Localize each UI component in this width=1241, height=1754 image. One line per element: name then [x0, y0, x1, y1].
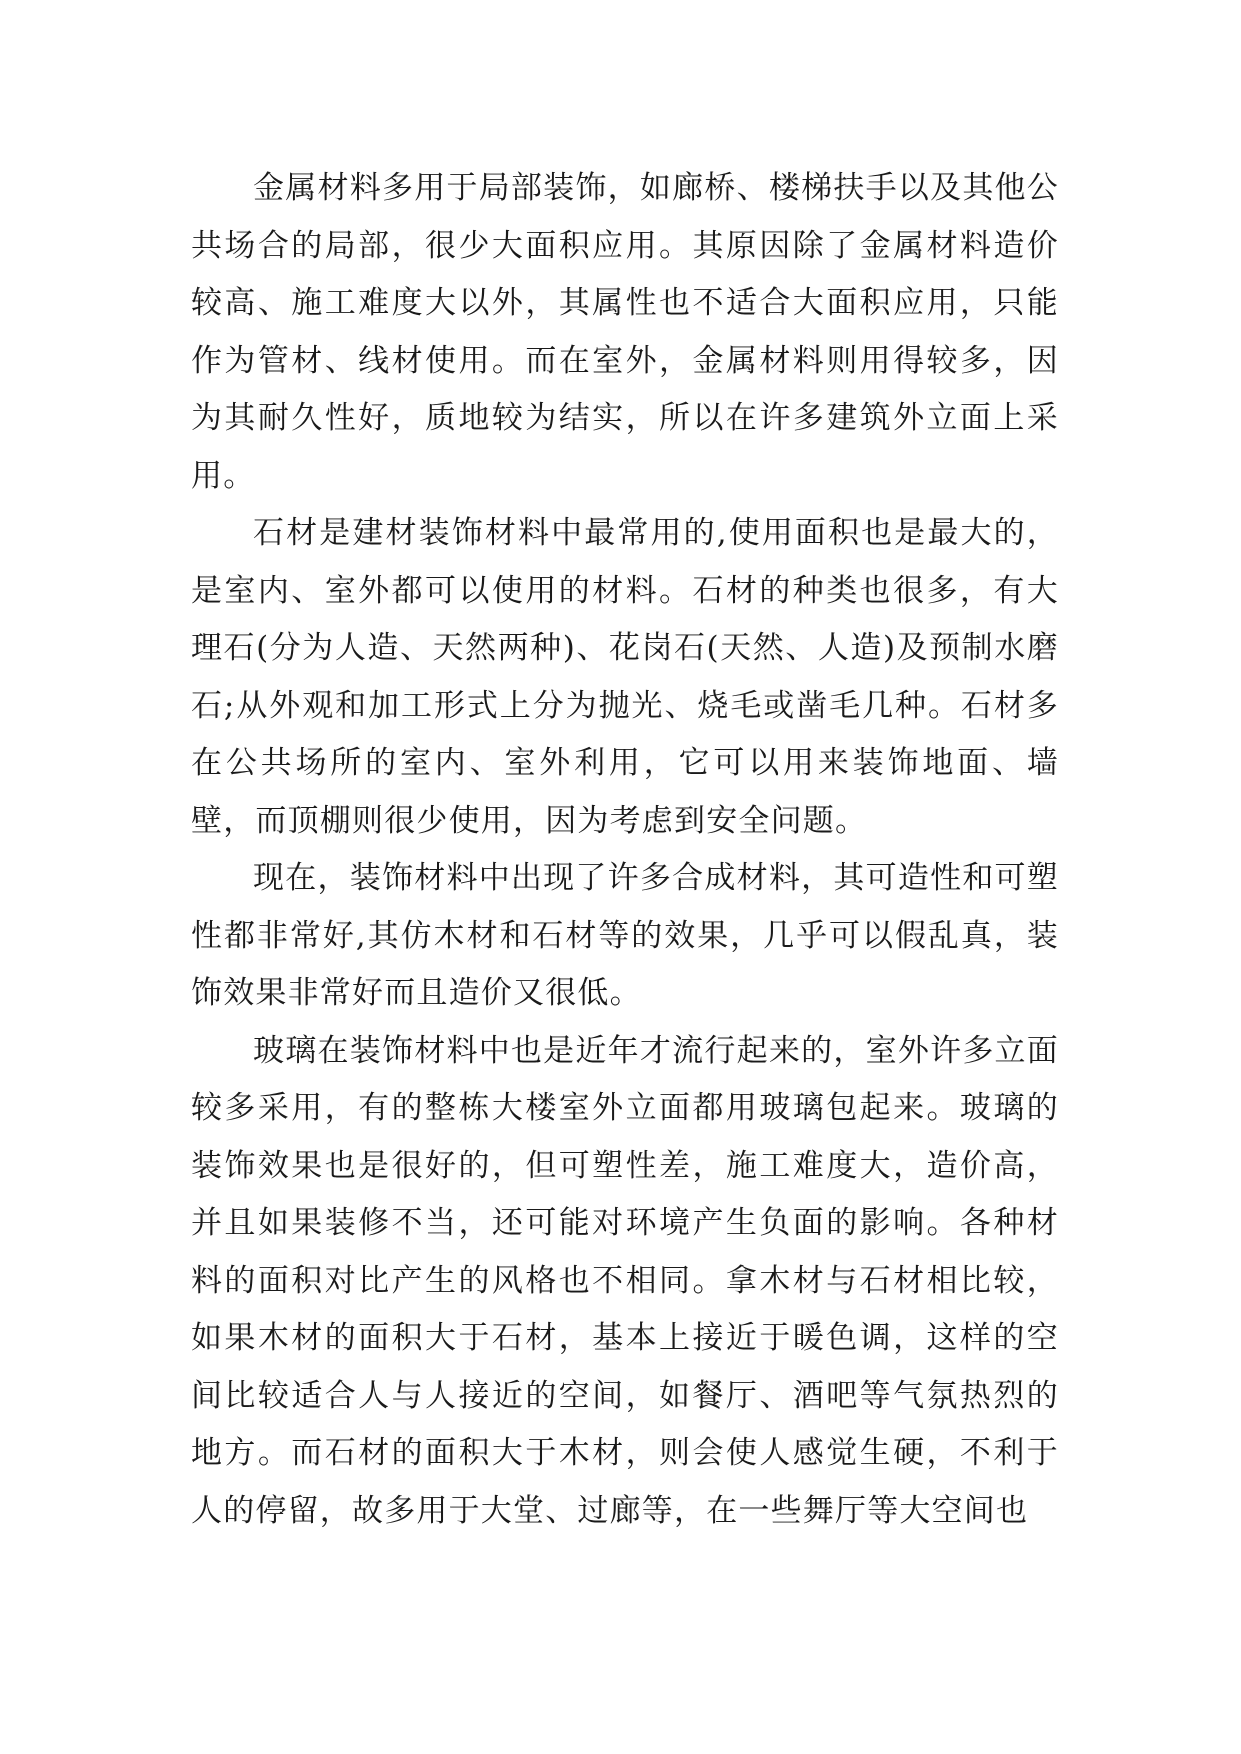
document-body: [191, 160, 1059, 1540]
paragraph-metal-materials: 金属材料多用于局部装饰，如廊桥、楼梯扶手以及其他公共场合的局部，很少大面积应用。其原因除了金属材料造价较高、施工难度大以外，其属性也不适合大面积应用，只能作为管材、线材使用。而在室外，金属材料则用得较多，因为其耐久性好，质地较为结实，所以在许多建筑外立面上采用。: [191, 170, 1059, 494]
paragraph-stone-materials: 石材是建材装饰材料中最常用的,使用面积也是最大的，是室内、室外都可以使用的材料。石材的种类也很多，有大理石(分为人造、天然两种)、花岗石(天然、人造)及预制水磨石;从外观和加工形式上分为抛光、烧毛或凿毛几种。石材多在公共场所的室内、室外利用，它可以用来装饰地面、墙壁，而顶棚则很少使用，因为考虑到安全问题。: [191, 515, 1059, 839]
paragraph-glass-materials: 玻璃在装饰材料中也是近年才流行起来的，室外许多立面较多采用，有的整栋大楼室外立面都用玻璃包起来。玻璃的装饰效果也是很好的，但可塑性差，施工难度大，造价高，并且如果装修不当，还可能对环境产生负面的影响。各种材料的面积对比产生的风格也不相同。拿木材与石材相比较，如果木材的面积大于石材，基本上接近于暖色调，这样的空间比较适合人与人接近的空间，如餐厅、酒吧等气氛热烈的地方。而石材的面积大于木材，则会使人感觉生硬，不利于人的停留，故多用于大堂、过廊等，在一些舞厅等大空间也: [191, 1032, 1059, 1529]
paragraph-synthetic-materials: 现在，装饰材料中出现了许多合成材料，其可造性和可塑性都非常好,其仿木材和石材等的效果，几乎可以假乱真，装饰效果非常好而且造价又很低。: [191, 860, 1059, 1011]
